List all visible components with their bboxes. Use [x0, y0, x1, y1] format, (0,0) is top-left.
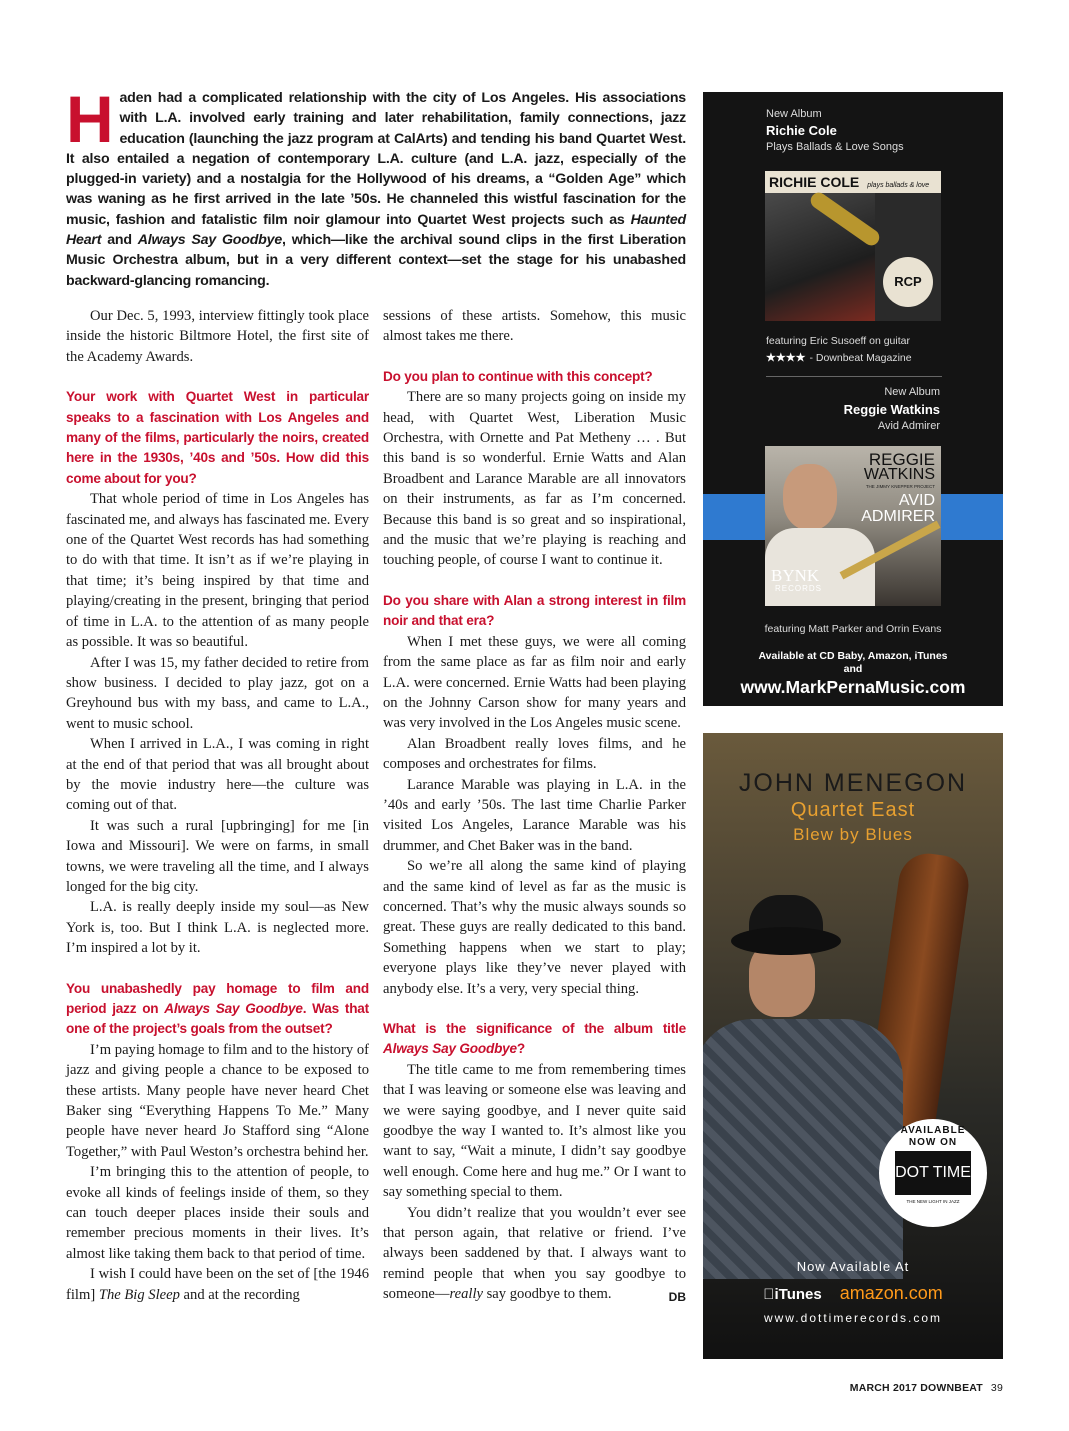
body-paragraph: There are so many projects going on inside my head, with Quartet West, Liberation Music Orchestra, with Ornette and Pat Metheny … . But this band is so wonderful. Ernie Watts and Alan Broadbent and Larance Marable are all innovators on their instruments, as far as I’m concerned. Because this band is so great and so inspirational, and the music that we’re playing is reaching and touching people, of course I want to continue it.	[383, 389, 686, 569]
body-paragraph: When I met these guys, we were all coming from the same place as far as film noir and early L.A. were concerned. Ernie Watts had been playing on the Johnny Carson show for many years and was very involved in the Los Angeles music scene.	[383, 633, 686, 732]
question-italic: Always Say Goodbye	[164, 1001, 303, 1016]
cover-portrait	[783, 464, 837, 530]
cover-text: AVID	[898, 492, 935, 509]
availability-line: and	[843, 663, 863, 675]
body-paragraph: So we’re all along the same kind of playing and the same kind of level as far as the music is concerned. That’s why the music always sounds so great. These guys are really dedicated to this band. Something happens when we start to play; everyone plays like they’ve never played with anybody else. It’s a very, very special thing.	[383, 858, 686, 997]
cover-photo	[765, 193, 875, 321]
musician-body	[703, 1019, 903, 1279]
question-heading	[383, 1019, 686, 1060]
availability	[703, 650, 1003, 676]
question-text: ?	[516, 1041, 526, 1057]
ad-artist: Reggie Watkins	[843, 402, 940, 417]
body-paragraph: The title came to me from remembering times that I was leaving or someone else was leaving and we were saying goodbye, and I never quite said goodbye the way I wanted to. It’s almost like you want to say, “Wait a minute, I didn’t say goodbye well enough. Come here and hug me.” Or I want to say something special to them.	[383, 1061, 686, 1201]
ad-artist-name: JOHN MENEGON	[738, 769, 968, 797]
question-heading: Do you plan to continue with this concept?	[383, 368, 653, 384]
cover-title-text: RICHIE COLE	[769, 174, 860, 190]
body-paragraph: After I was 15, my father decided to retire from show business. I decided to play jazz, got on a Greyhound bus with my bass, and came to L.A., went to music school.	[66, 654, 369, 732]
amazon-logo[interactable]: amazon.com	[834, 1283, 938, 1303]
availability-line: Available at CD Baby, Amazon, iTunes	[758, 650, 948, 662]
article-column-2	[383, 306, 686, 1308]
ad-album: Avid Admirer	[877, 420, 940, 432]
page-number: 39	[990, 1382, 1003, 1394]
label-logo: BYNK	[771, 566, 820, 585]
intro-paragraph	[66, 82, 687, 291]
star-rating	[766, 351, 912, 364]
intro-italic: Always Say Goodbye	[137, 232, 283, 249]
ad-mark-perna-music[interactable]	[703, 92, 1003, 706]
ad-band-name: Quartet East	[790, 799, 916, 821]
drop-cap: H	[66, 82, 114, 156]
ad-label: New Album	[884, 386, 940, 398]
body-paragraph: Alan Broadbent really loves films, and he composes and orchestrates for films.	[383, 735, 686, 773]
now-available: Now Available At	[796, 1259, 910, 1274]
body-paragraph: sessions of these artists. Somehow, this music almost takes me there.	[383, 308, 686, 345]
intro-text: , which—like the archival sound clips in the first Liberation Music Orchestra album, but in a very different context—set the stage for his unabashed backward-glancing romancing.	[66, 232, 687, 289]
question-text: . Was that one of the project’s goals from the outset?	[66, 1001, 369, 1037]
apple-icon	[763, 1286, 774, 1303]
question-heading: Your work with Quartet West in particular speaks to a fascination with Los Angeles and many of the films, particularly the noirs, created here in the 1930s, ’40s and ’50s. How did this come about for you?	[66, 389, 369, 486]
stars-icon: ★★★★	[766, 352, 806, 364]
article-column-1	[66, 306, 369, 1305]
body-paragraph: That whole period of time in Los Angeles has fascinated me, and always has fascinated me. Every one of the Quartet West records has had something to do with that time. It isn’t as if we’re playing in that time; it’s being inspired by that time and playing/creating in the present, bringing that period of time in L.A. to the attention of as many people as possible. It was so beautiful.	[66, 491, 369, 651]
body-paragraph: L.A. is really deeply inside my soul—as New York is, too. But I think L.A. is neglected more. I’m inspired a lot by it.	[66, 899, 369, 957]
question-heading: Do you share with Alan a strong interest in film noir and that era?	[383, 592, 686, 629]
intro-text: and	[101, 232, 138, 249]
cover-subtitle: plays ballads & love	[867, 182, 930, 189]
cover-seal: RCP	[883, 257, 933, 307]
body-paragraph: I’m paying homage to film and to the history of jazz and giving people a chance to be exposed to these artists. Many people have never heard Chet Baker sing “Everything Happens To Me.” Many people have never heard Jo Stafford sing “Alone Together,” with Paul Weston’s orchestra behind her.	[66, 1041, 369, 1160]
body-italic: The Big Sleep	[98, 1286, 180, 1303]
cover-text: THE JIMMY KNEPPER PROJECT	[865, 484, 935, 489]
dot-time-logo: DOT TIME	[895, 1151, 971, 1195]
itunes-logo[interactable]: iTunes	[768, 1286, 817, 1303]
cover-title	[765, 171, 941, 193]
body-paragraph	[383, 1203, 686, 1305]
badge-text: AVAILABLE	[900, 1125, 966, 1136]
page-footer	[850, 1382, 1003, 1394]
divider	[766, 376, 942, 377]
question-heading	[66, 979, 369, 1040]
ad-url-link[interactable]: www.dottimerecords.com	[763, 1311, 943, 1325]
ad-artist: Richie Cole	[766, 123, 837, 138]
question-text: What is the significance of the album title	[383, 1021, 686, 1036]
body-italic: really	[449, 1286, 483, 1303]
ad-label: New Album	[766, 108, 822, 120]
body-text: You didn’t realize that you wouldn’t ever see that person again, that relative or friend. I’ve always been saddened by that. I always want to remind people that when you say goodbye to someone—	[383, 1204, 686, 1303]
badge-text: THE NEW LIGHT IN JAZZ	[906, 1199, 960, 1204]
cover-text: REGGIE	[868, 450, 935, 469]
magazine-name: DOWNBEAT	[920, 1382, 983, 1394]
ad-album: Plays Ballads & Love Songs	[766, 141, 904, 153]
store-logos	[703, 1283, 1003, 1304]
album-cover-reggie-watkins	[765, 446, 941, 606]
question-italic: Always Say Goodbye	[383, 1041, 517, 1057]
ad-featuring: featuring Eric Susoeff on guitar	[766, 335, 910, 347]
ad-featuring: featuring Matt Parker and Orrin Evans	[764, 623, 942, 635]
badge-text: NOW ON	[908, 1137, 958, 1148]
rating-source: - Downbeat Magazine	[809, 352, 912, 364]
body-paragraph: Larance Marable was playing in L.A. in the ’40s and early ’50s. The last time Charlie Parker visited Los Angeles, Larance Marable was his drummer, and Chet Baker was in the band.	[383, 776, 686, 854]
body-paragraph: Our Dec. 5, 1993, interview fittingly took place inside the historic Biltmore Hotel, the first site of the Academy Awards.	[66, 308, 369, 365]
ad-album-name: Blew by Blues	[793, 825, 913, 844]
hat-brim	[731, 927, 841, 955]
body-paragraph: I’m bringing this to the attention of people, to evoke all kinds of feelings inside of them, so they can touch deeper places inside their souls and remember precious moments in their lives. It’s almost like taking them back to that period of time.	[66, 1164, 369, 1262]
ad-john-menegon[interactable]	[703, 733, 1003, 1359]
body-text: and at the recording	[179, 1286, 300, 1303]
body-text: say goodbye to them.	[482, 1286, 612, 1303]
dot-time-badge	[879, 1119, 987, 1227]
body-paragraph: It was such a rural [upbringing] for me [in Iowa and Missouri]. We were on farms, in small towns, we were traveling all the time, and I always longed for the big city.	[66, 817, 369, 895]
intro-text: aden had a complicated relationship with the city of Los Angeles. His associations with L.A. involved early training and later rehabilitation, family connections, jazz education (launching the jazz program at CalArts) and tending his band Quartet West. It also entailed a negation of contemporary L.A. culture (and L.A. jazz, especially of the plugged-in variety) and a nostalgia for the Hollywood of his dreams, a “Golden Age” which was waning as he first arrived in the late ’50s. He channeled this wistful fascination for the music, fashion and fatalistic film noir glamour into Quartet West projects such as	[66, 90, 686, 228]
ad-url-link[interactable]: www.MarkPernaMusic.com	[740, 677, 966, 697]
question-text: You unabashedly pay homage to film and period jazz on	[66, 980, 369, 1016]
album-cover-richie-cole	[765, 171, 941, 321]
body-paragraph	[66, 1264, 369, 1305]
cover-text: WATKINS	[863, 466, 935, 483]
cover-text: ADMIRER	[861, 508, 935, 525]
label-logo-sub: RECORDS	[775, 584, 823, 593]
body-text: I wish I could have been on the set of [the 1946 film]	[66, 1266, 369, 1303]
intro-italic: Haunted Heart	[66, 211, 686, 249]
end-sign: DB	[668, 1290, 686, 1305]
body-paragraph: When I arrived in L.A., I was coming in right at the end of that period that was all brought about by the movie industry here—the culture was coming out of that.	[66, 736, 369, 814]
issue-date: MARCH 2017	[849, 1382, 918, 1394]
